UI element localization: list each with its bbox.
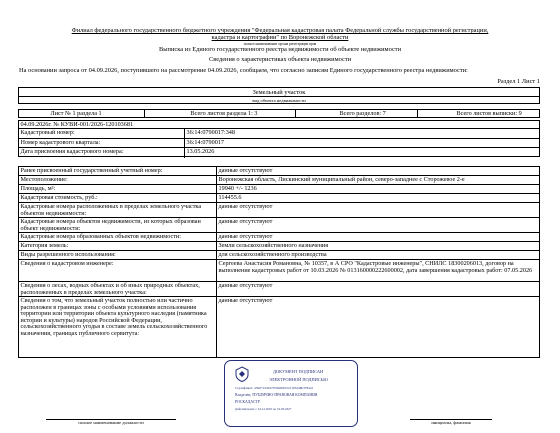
section-label: Раздел 1 Лист 1: [497, 78, 540, 85]
object-name: Земельный участок: [252, 88, 306, 96]
stamp-valid: Действителен: с 24.12.2025 по 19.03.2027: [235, 407, 292, 411]
doc-number: 04.09.2026г. № КУВИ-001/2026-120103681: [20, 120, 134, 128]
field-value: 114455.6: [218, 194, 242, 201]
position-caption: полное наименование должности: [78, 420, 144, 425]
field-label: Категория земель:: [20, 242, 69, 249]
field-label: Кадастровая стоимость, руб.:: [20, 194, 98, 201]
field-label: Сведения о кадастровом инженере:: [20, 260, 114, 267]
field-label: Кадастровые номера объектов недвижимости, из которых образован объект недвижимости:: [20, 218, 201, 232]
org-caption: полное наименование органа регистрации прав: [243, 41, 317, 46]
total-sheets: Всего листов выписки: 9: [456, 110, 522, 117]
cadastral-number: 36:14:0790017:348: [186, 129, 235, 136]
basis-text: На основании запроса от 04.09.2026, поступившего на рассмотрение 04.09.2026, сообщаем, что согласно записям Единого государственного реестра недвижимости:: [19, 67, 468, 74]
doc-title: Выписка из Единого государственного реестра недвижимости об объекте недвижимости: [158, 46, 401, 53]
sheet-info-row: [18, 109, 540, 118]
field-value: данные отсутствуют: [218, 167, 273, 174]
field-label: Ранее присвоенный государственный учетный номер:: [20, 167, 163, 174]
field-value: 19940 +/- 1236: [218, 185, 257, 192]
sheet-number: Лист № 1 раздела 1: [50, 110, 102, 117]
stamp-line2: ЭЛЕКТРОННОЙ ПОДПИСЬЮ: [269, 377, 328, 382]
total-sections: Всего разделов: 7: [339, 110, 386, 117]
field-value: данные отсутствуют: [218, 218, 273, 225]
assignment-date: 13.05.2026: [186, 148, 215, 155]
field-value: для сельскохозяйственного производства: [218, 251, 327, 258]
org-name-line1: Филиал федерального государственного бюджетного учреждения "Федеральная кадастровая палата Федеральной службы государственной регистрации,: [71, 27, 489, 34]
field-value: Воронежская область, Лискинский муниципальный район, северо-западнее с Сторожевое 2-е: [218, 176, 465, 183]
field-label: Номер кадастрового квартала:: [20, 138, 101, 146]
field-label: Кадастровые номера образованных объектов недвижимости:: [20, 233, 181, 240]
stamp-owner2: РОСКАДАСТР: [235, 400, 260, 404]
field-label: Кадастровые номера расположенных в пределах земельного участка объектов недвижимости:: [20, 203, 202, 217]
stamp-line1: ДОКУМЕНТ ПОДПИСАН: [273, 369, 324, 374]
field-value: данные отсутствуют: [218, 297, 273, 304]
name-caption: инициалы, фамилия: [431, 420, 471, 425]
field-label: Местоположение:: [20, 176, 68, 183]
field-value: Земли сельскохозяйственного назначения: [218, 242, 329, 249]
doc-subtitle: Сведения о характеристиках объекта недвижимости: [208, 56, 352, 63]
field-label: Кадастровый номер:: [20, 129, 75, 136]
field-value: данные отсутствуют: [218, 282, 273, 289]
object-caption: вид объекта недвижимости: [252, 97, 306, 103]
field-value: данные отсутствуют: [218, 233, 273, 240]
field-value: данные отсутствуют: [218, 203, 273, 210]
field-label: Сведения о том, что земельный участок полностью или частично расположен в границах зоны с особыми условиями использования территории или территории объекта культурного наследия (памятника истории и культуры) народов Российской Федерации, сельскохозяйственного угодья в составе земель сельскохозяйственного назначения, границах публичного сервитута:: [20, 297, 208, 337]
stamp-cert: Сертификат: 459971dd3479769d691521103dd8b378441: [235, 386, 314, 390]
org-name-line2: кадастра и картографии" по Воронежской области: [211, 34, 349, 41]
e-signature-stamp: [224, 360, 358, 427]
emblem-icon: [235, 366, 249, 382]
field-label: Площадь, м²:: [20, 185, 56, 192]
total-sheets-section: Всего листов раздела 1: 3: [190, 110, 258, 117]
fields-table: [18, 166, 540, 358]
stamp-owner: Владелец: ПУБЛИЧНО-ПРАВОВАЯ КОМПАНИЯ: [235, 393, 318, 397]
field-label: Виды разрешенного использования:: [20, 251, 116, 258]
object-type-box: [18, 87, 540, 104]
field-value: Сергеева Анастасия Романовна, № 10357, в А СРО "Кадастровые инженеры", СНИЛС 18300206013, договор на выполнение кадастровых работ от 10.03.2026 № 013160000222600002, дата завершения кадастровых работ: 07.05.2026: [218, 260, 533, 274]
field-label: Сведения о лесах, водных объектах и об иных природных объектах, расположенных в пределах земельного участка:: [20, 282, 200, 296]
top-fields-table: [18, 120, 540, 157]
field-label: Дата присвоения кадастрового номера:: [20, 148, 124, 155]
cadastral-quarter: 36:14:0790017: [186, 138, 224, 146]
